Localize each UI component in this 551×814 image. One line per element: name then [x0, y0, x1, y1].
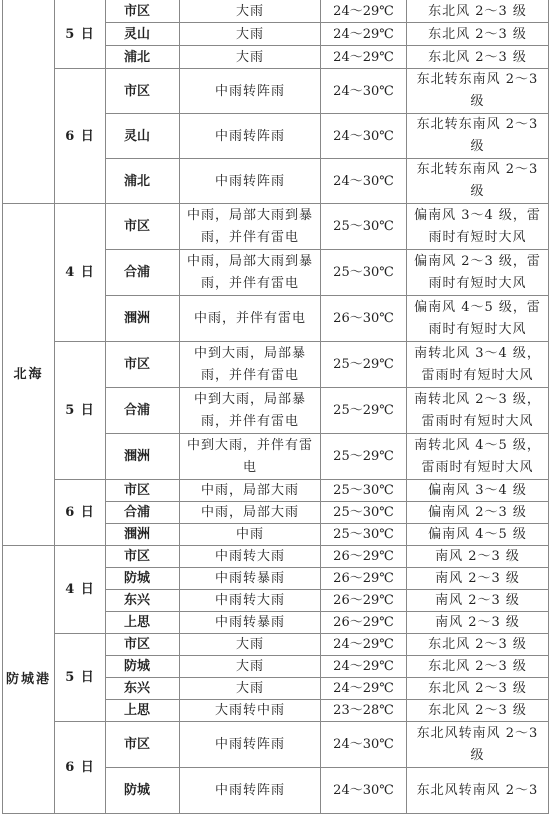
weather-cell: 中雨，局部大雨 — [180, 480, 321, 502]
weather-cell: 中雨转阵雨 — [180, 69, 321, 114]
weather-cell: 大雨 — [180, 0, 321, 23]
weather-cell: 中雨，局部大雨到暴雨，并伴有雷电 — [180, 204, 321, 250]
wind-cell: 偏南风 2～3 级 — [407, 502, 549, 524]
weather-cell: 中雨转阵雨 — [180, 159, 321, 204]
wind-cell: 南风 2～3 级 — [407, 568, 549, 590]
temperature-cell: 25～30℃ — [321, 204, 407, 250]
day-cell: 5 日 — [55, 0, 106, 69]
day-cell: 5 日 — [55, 634, 106, 722]
wind-cell: 偏南风 3～4 级，雷雨时有短时大风 — [407, 204, 549, 250]
area-cell: 市区 — [106, 204, 180, 250]
city-cell: 防城港 — [3, 546, 55, 814]
weather-cell: 中雨转阵雨 — [180, 114, 321, 159]
wind-cell: 南转北风 4～5 级，雷雨时有短时大风 — [407, 434, 549, 480]
wind-cell: 偏南风 2～3 级，雷雨时有短时大风 — [407, 250, 549, 296]
weather-forecast-table — [2, 0, 549, 814]
table-row — [3, 69, 549, 114]
temperature-cell: 25～30℃ — [321, 480, 407, 502]
wind-cell: 南风 2～3 级 — [407, 612, 549, 634]
weather-cell: 中雨 — [180, 524, 321, 546]
weather-cell: 中雨转阵雨 — [180, 768, 321, 814]
weather-cell: 大雨 — [180, 678, 321, 700]
area-cell: 合浦 — [106, 502, 180, 524]
wind-cell: 东北转东南风 2～3 级 — [407, 69, 549, 114]
table-row — [3, 480, 549, 502]
temperature-cell: 26～29℃ — [321, 590, 407, 612]
wind-cell: 东北风转南风 2～3 级 — [407, 722, 549, 768]
area-cell: 防城 — [106, 656, 180, 678]
weather-cell: 中雨，局部大雨到暴雨，并伴有雷电 — [180, 250, 321, 296]
wind-cell: 东北风 2～3 级 — [407, 678, 549, 700]
day-cell: 4 日 — [55, 546, 106, 634]
city-cell — [3, 0, 55, 204]
wind-cell: 南风 2～3 级 — [407, 590, 549, 612]
weather-cell: 大雨 — [180, 46, 321, 69]
wind-cell: 南转北风 3～4 级，雷雨时有短时大风 — [407, 342, 549, 388]
area-cell: 浦北 — [106, 46, 180, 69]
weather-cell: 大雨 — [180, 656, 321, 678]
area-cell: 灵山 — [106, 114, 180, 159]
table-row — [3, 342, 549, 388]
area-cell: 市区 — [106, 546, 180, 568]
weather-cell: 中雨转大雨 — [180, 546, 321, 568]
day-cell: 6 日 — [55, 480, 106, 546]
temperature-cell: 24～29℃ — [321, 656, 407, 678]
area-cell: 涠洲 — [106, 524, 180, 546]
temperature-cell: 26～29℃ — [321, 546, 407, 568]
temperature-cell: 25～30℃ — [321, 502, 407, 524]
temperature-cell: 24～29℃ — [321, 46, 407, 69]
weather-cell: 大雨 — [180, 634, 321, 656]
temperature-cell: 26～29℃ — [321, 568, 407, 590]
area-cell: 东兴 — [106, 590, 180, 612]
area-cell: 市区 — [106, 722, 180, 768]
temperature-cell: 24～29℃ — [321, 23, 407, 46]
weather-cell: 中雨，局部大雨 — [180, 502, 321, 524]
area-cell: 东兴 — [106, 678, 180, 700]
temperature-cell: 24～30℃ — [321, 159, 407, 204]
area-cell: 涠洲 — [106, 296, 180, 342]
area-cell: 市区 — [106, 0, 180, 23]
temperature-cell: 25～29℃ — [321, 434, 407, 480]
temperature-cell: 24～29℃ — [321, 634, 407, 656]
temperature-cell: 25～30℃ — [321, 524, 407, 546]
table-row — [3, 722, 549, 768]
weather-cell: 中到大雨，局部暴雨，并伴有雷电 — [180, 388, 321, 434]
weather-cell: 中雨转大雨 — [180, 590, 321, 612]
wind-cell: 东北风 2～3 级 — [407, 0, 549, 23]
area-cell: 合浦 — [106, 250, 180, 296]
weather-cell: 大雨 — [180, 23, 321, 46]
day-cell: 5 日 — [55, 342, 106, 480]
wind-cell: 东北风转南风 2～3 — [407, 768, 549, 814]
area-cell: 市区 — [106, 480, 180, 502]
temperature-cell: 24～30℃ — [321, 768, 407, 814]
wind-cell: 南风 2～3 级 — [407, 546, 549, 568]
area-cell: 上思 — [106, 700, 180, 722]
day-cell: 6 日 — [55, 69, 106, 204]
wind-cell: 南转北风 2～3 级，雷雨时有短时大风 — [407, 388, 549, 434]
area-cell: 市区 — [106, 342, 180, 388]
area-cell: 灵山 — [106, 23, 180, 46]
table-row — [3, 546, 549, 568]
wind-cell: 东北风 2～3 级 — [407, 23, 549, 46]
wind-cell: 东北转东南风 2～3 级 — [407, 159, 549, 204]
table-row — [3, 634, 549, 656]
area-cell: 浦北 — [106, 159, 180, 204]
temperature-cell: 24～30℃ — [321, 722, 407, 768]
weather-cell: 中雨转暴雨 — [180, 612, 321, 634]
temperature-cell: 25～29℃ — [321, 342, 407, 388]
temperature-cell: 26～29℃ — [321, 612, 407, 634]
temperature-cell: 24～29℃ — [321, 678, 407, 700]
table-row — [3, 204, 549, 250]
area-cell: 市区 — [106, 634, 180, 656]
temperature-cell: 25～29℃ — [321, 388, 407, 434]
area-cell: 防城 — [106, 568, 180, 590]
temperature-cell: 24～30℃ — [321, 69, 407, 114]
wind-cell: 东北风 2～3 级 — [407, 634, 549, 656]
temperature-cell: 25～30℃ — [321, 250, 407, 296]
weather-cell: 中雨转阵雨 — [180, 722, 321, 768]
weather-cell: 中到大雨，并伴有雷电 — [180, 434, 321, 480]
area-cell: 涠洲 — [106, 434, 180, 480]
temperature-cell: 24～30℃ — [321, 114, 407, 159]
temperature-cell: 24～29℃ — [321, 0, 407, 23]
table-row — [3, 0, 549, 23]
city-cell: 北海 — [3, 204, 55, 546]
day-cell: 6 日 — [55, 722, 106, 814]
weather-cell: 中雨转暴雨 — [180, 568, 321, 590]
day-cell: 4 日 — [55, 204, 106, 342]
wind-cell: 东北风 2～3 级 — [407, 46, 549, 69]
weather-cell: 大雨转中雨 — [180, 700, 321, 722]
temperature-cell: 26～30℃ — [321, 296, 407, 342]
area-cell: 市区 — [106, 69, 180, 114]
wind-cell: 东北风 2～3 级 — [407, 700, 549, 722]
area-cell: 合浦 — [106, 388, 180, 434]
temperature-cell: 23～28℃ — [321, 700, 407, 722]
wind-cell: 偏南风 4～5 级 — [407, 524, 549, 546]
wind-cell: 偏南风 3～4 级 — [407, 480, 549, 502]
weather-cell: 中雨，并伴有雷电 — [180, 296, 321, 342]
wind-cell: 东北转东南风 2～3 级 — [407, 114, 549, 159]
area-cell: 上思 — [106, 612, 180, 634]
wind-cell: 东北风 2～3 级 — [407, 656, 549, 678]
weather-cell: 中到大雨，局部暴雨，并伴有雷电 — [180, 342, 321, 388]
area-cell: 防城 — [106, 768, 180, 814]
wind-cell: 偏南风 4～5 级，雷雨时有短时大风 — [407, 296, 549, 342]
